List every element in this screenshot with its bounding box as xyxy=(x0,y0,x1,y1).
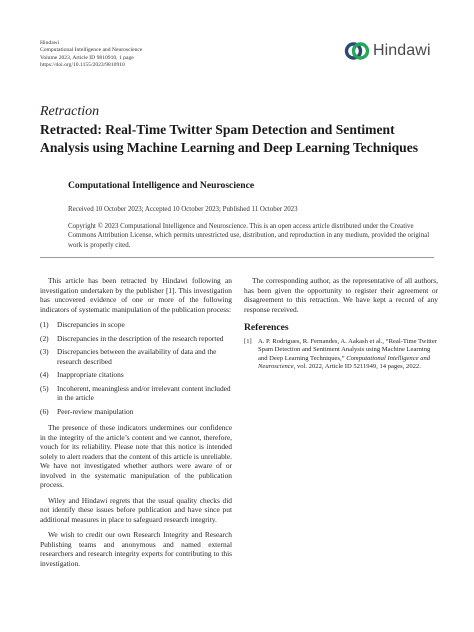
article-dates: Received 10 October 2023; Accepted 10 October 2023; Published 11 October 2023 xyxy=(68,206,298,213)
journal-name: Computational Intelligence and Neuroscience xyxy=(68,180,255,191)
list-item-text: Incoherent, meaningless and/or irrelevant content included in the article xyxy=(57,383,231,402)
list-item-number: (4) xyxy=(40,370,49,379)
reference-item xyxy=(244,338,438,372)
list-item-text: Discrepancies between the availability of data and the research described xyxy=(57,347,217,366)
list-item xyxy=(40,320,232,330)
hindawi-logo-icon xyxy=(344,38,370,64)
author-response-paragraph: The corresponding author, as the representative of all authors, has been given the opportunity to register their agreement or disagreement to this retraction. We have kept a record of any response received. xyxy=(244,276,438,314)
list-item-text: Inappropriate citations xyxy=(57,370,124,379)
integrity-paragraph: The presence of these indicators undermines our confidence in the integrity of the article’s content and we cannot, therefore, vouch for its reliability. Please note that this notice is intended solely to alert readers that the content of this article is unreliable. We have not investigated whether authors were aware of or involved in the systematic manipulation of the publication process. xyxy=(40,423,232,489)
reference-citation: A. P. Rodrigues, R. Fernandes, A. Aakash et al., “Real-Time Twitter Spam Detection and Sentiment Analysis using Machine Learning and Deep Learning Techniques,” xyxy=(258,337,438,362)
journal-meta xyxy=(40,40,142,69)
indicator-list xyxy=(40,320,232,416)
left-column xyxy=(40,276,232,574)
right-column xyxy=(244,276,438,372)
list-item xyxy=(40,370,232,380)
list-item-number: (6) xyxy=(40,406,49,416)
reference-journal: Computational Intelligence and Neuroscience xyxy=(258,354,431,371)
article-type: Retraction xyxy=(40,104,100,119)
quality-checks-paragraph: Wiley and Hindawi regrets that the usual quality checks did not identify these issues before publication and have since put additional measures in place to safeguard research integrity. xyxy=(40,495,232,524)
doi-link[interactable]: https://doi.org/10.1155/2023/9810910 xyxy=(40,61,125,68)
list-item-text: Discrepancies in scope xyxy=(57,320,125,329)
section-divider xyxy=(40,257,434,258)
reference-details: , vol. 2022, Article ID 5211949, 14 pages, 2022. xyxy=(293,363,421,371)
list-item-number: (5) xyxy=(40,383,49,393)
reference-text xyxy=(258,338,438,372)
volume-line: Volume 2023, Article ID 9810910, 1 page xyxy=(40,54,134,61)
reference-number[interactable]: [1] xyxy=(244,337,252,345)
article-title: Retracted: Real-Time Twitter Spam Detection and Sentiment Analysis using Machine Learning and Deep Learning Techniques xyxy=(40,122,419,155)
logo-wordmark: Hindawi xyxy=(373,42,431,59)
list-item-text: Discrepancies in the description of the research reported xyxy=(57,333,224,343)
publisher-line: Hindawi xyxy=(40,40,60,46)
copyright-license: Copyright © 2023 Computational Intelligence and Neuroscience. This is an open access article distributed under the Creative Commons Attribution License, which permits unrestricted use, distribution, and reproduction in any medium, provided the original work is properly cited. xyxy=(68,223,430,249)
intro-paragraph: This article has been retracted by Hindawi following an investigation undertaken by the publisher [1]. This investigation has uncovered evidence of one or more of the following indicators of systematic manipulation of the publication process: xyxy=(40,276,232,314)
list-item-number: (3) xyxy=(40,347,49,356)
list-item-number: (1) xyxy=(40,320,49,329)
hindawi-logo xyxy=(344,38,431,64)
journal-line: Computational Intelligence and Neuroscience xyxy=(40,47,143,54)
references-heading: References xyxy=(244,322,289,333)
list-item xyxy=(40,384,232,403)
list-item xyxy=(40,347,232,366)
credits-paragraph: We wish to credit our own Research Integrity and Research Publishing teams and anonymous and named external researchers and research integrity experts for contributing to this investigation. xyxy=(40,530,232,568)
list-item-text: Peer-review manipulation xyxy=(57,406,134,416)
list-item xyxy=(40,407,232,417)
list-item xyxy=(40,334,232,344)
list-item-number: (2) xyxy=(40,333,49,343)
